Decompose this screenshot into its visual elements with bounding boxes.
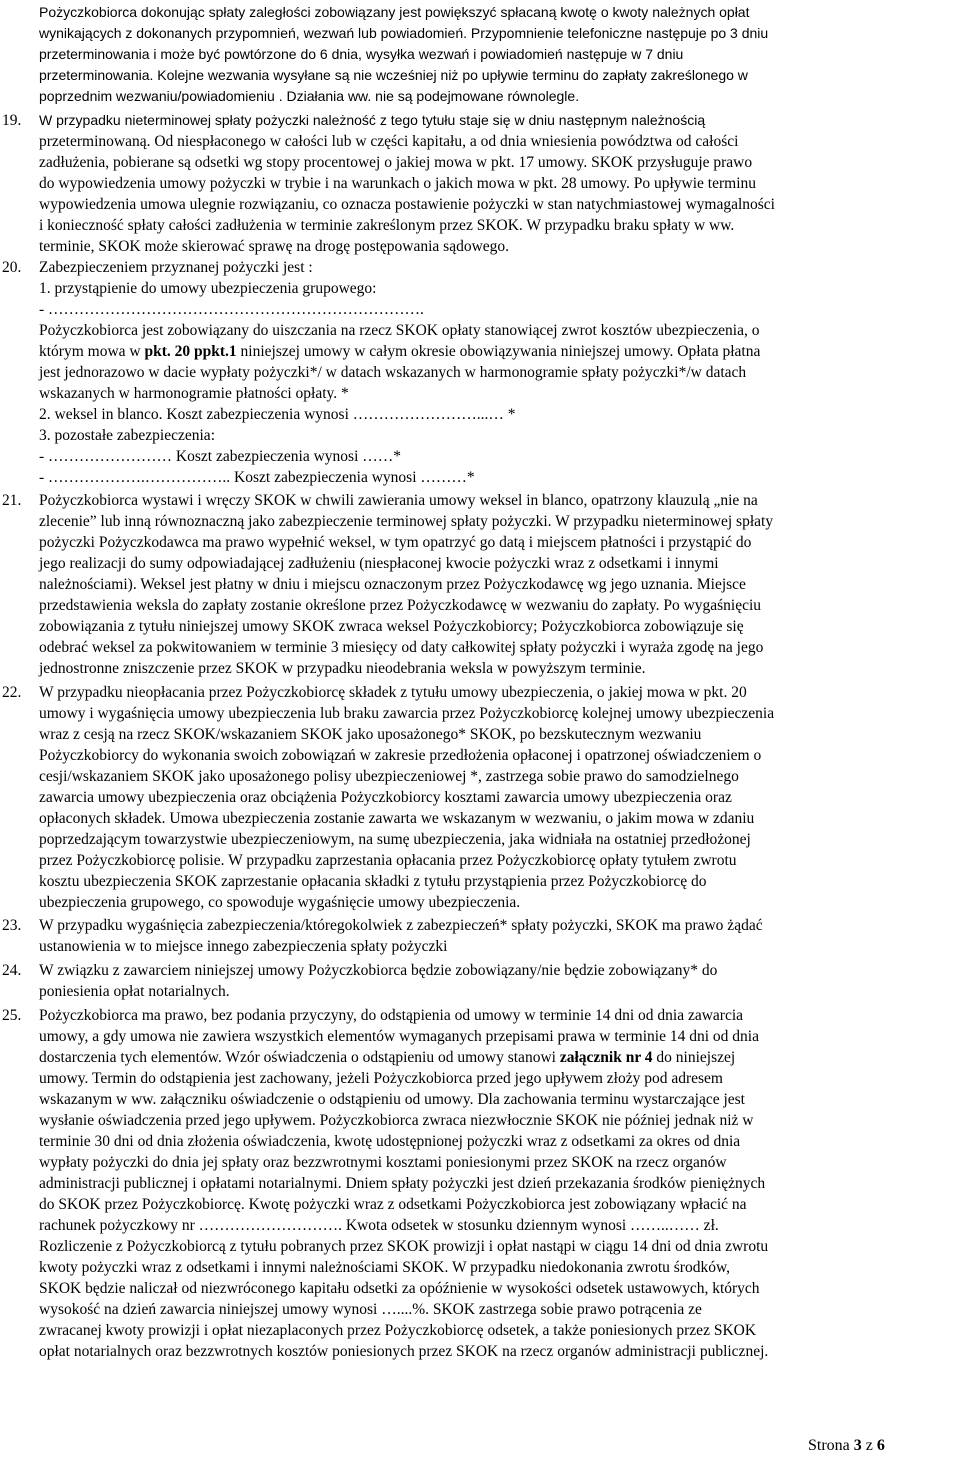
text-line: Zabezpieczeniem przyznanej pożyczki jest :	[39, 259, 313, 276]
text-line: W przypadku wygaśnięcia zabezpieczenia/któregokolwiek z zabezpieczeń* spłaty pożyczki, SKOK ma prawo żądać	[39, 917, 763, 934]
bold-reference: załącznik nr 4	[559, 1049, 653, 1066]
paragraph-number: 24.	[2, 962, 22, 979]
text-line: Pożyczkobiorcy do wykonania swoich zobowiązań w zakresie przedłożenia opłaconej i opatrzonej oświadczeniem o	[39, 747, 762, 764]
text-line: zlecenie” lub inną równoznaczną jako zabezpieczenie terminowej spłaty pożyczki. W przypadku nieterminowej spłaty	[39, 513, 774, 530]
paragraph-number: 25.	[2, 1007, 22, 1024]
text-run: którym mowa w	[39, 343, 145, 360]
text-line: 2. weksel in blanco. Koszt zabezpieczenia wynosi ……………………...… *	[39, 406, 516, 423]
text-line: pożyczki Pożyczkodawca ma prawo wypełnić weksel, w tym opatrzyć go datą i miejscem płatności i przystąpić do	[39, 534, 752, 551]
text-line: przez Pożyczkobiorcę polisie. W przypadku zaprzestania opłacania przez Pożyczkobiorcę opłaty tytułem zwrotu	[39, 852, 737, 869]
text-line: wskazanym w ww. załączniku oświadczenie o odstąpieniu od umowy. Dla zachowania terminu wystarczające jest	[39, 1091, 745, 1108]
text-line: Pożyczkobiorca ma prawo, bez podania przyczyny, do odstąpienia od umowy w terminie 14 dni od dnia zawarcia	[39, 1007, 744, 1024]
text-line: przeterminowaną. Od niespłaconego w całości lub w części kapitału, a od dnia wniesienia powództwa od całości	[39, 133, 739, 150]
text-line: poniesienia opłat notarialnych.	[39, 983, 230, 1000]
text-run: do niniejszej	[652, 1049, 736, 1066]
text-line: jest jednorazowo w dacie wypłaty pożyczki*/ w datach wskazanych w harmonogramie spłaty pożyczki*/w datach	[39, 364, 747, 381]
text-line: Rozliczenie z Pożyczkobiorcą z tytułu pobranych przez SKOK prowizji i opłat nastąpi w ciągu 14 dni od dnia zwrotu	[39, 1238, 769, 1255]
text-line: zadłużenia, pobierane są odsetki wg stopy procentowej o jakiej mowa w pkt. 17 umowy. SKOK przysługuje prawo	[39, 154, 753, 171]
text-line: 3. pozostałe zabezpieczenia:	[39, 427, 215, 444]
text-line: umowy i wygaśnięcia umowy ubezpieczenia lub braku zawarcia przez Pożyczkobiorcę kolejnej umowy ubezpieczenia	[39, 705, 775, 722]
text-line: - ……………………………………………………………….	[39, 301, 424, 318]
text-line: administracji publicznej i opłatami notarialnymi. Dniem spłaty pożyczki jest dzień przekazania środków pieniężnych	[39, 1175, 766, 1192]
paragraph-number: 20.	[2, 259, 22, 276]
text-line	[39, 1047, 735, 1068]
text-line: ustanowienia w to miejsce innego zabezpieczenia spłaty pożyczki	[39, 938, 448, 955]
paragraph-number: 21.	[2, 492, 22, 509]
text-line: odebrać weksel za pokwitowaniem w terminie 3 miesięcy od daty całkowitej spłaty pożyczki i wyraża zgodę na jego	[39, 639, 764, 656]
text-line: rachunek pożyczkowy nr ………………………. Kwota odsetek w stosunku dziennym wynosi ……..…… zł.	[39, 1217, 719, 1234]
text-line: opłaconych składek. Umowa ubezpieczenia zostanie zawarta we wskazanym w wezwaniu, o jakim mowa w zdaniu	[39, 810, 755, 827]
text-line: jego realizacji do sumy odpowiadającej zadłużeniu (niespłaconej kwocie pożyczki wraz z odsetkami i innymi	[39, 555, 719, 572]
text-line: zwracanej kwoty prowizji i opłat niezaplaconych przez Pożyczkobiorcę odsetek, a także poniesionych przez SKOK	[39, 1322, 757, 1339]
text-line: i konieczność spłaty całości zadłużenia w terminie zakreślonym przez SKOK. W przypadku braku spłaty w ww.	[39, 217, 735, 234]
footer-label: Strona	[808, 1437, 854, 1454]
text-line: Pożyczkobiorca wystawi i wręczy SKOK w chwili zawierania umowy weksel in blanco, opatrzony klauzulą „nie na	[39, 492, 758, 509]
text-line: przedstawienia weksla do zapłaty zostanie określone przez Pożyczkodawcę w wezwaniu do zapłaty. Po wygaśnięciu	[39, 597, 762, 614]
text-line: jednostronne zniszczenie przez SKOK w przypadku nieodebrania weksla w powyższym terminie.	[39, 660, 646, 677]
text-line: terminie 30 dni od dnia złożenia oświadczenia, kwotę udostępnionej pożyczki wraz z odsetkami za okres od dnia	[39, 1133, 741, 1150]
text-line: 1. przystąpienie do umowy ubezpieczenia grupowego:	[39, 280, 377, 297]
text-line: przeterminowania. Kolejne wezwania wysyłane są nie wcześniej niż po upływie terminu do zapłaty zakreślonego w	[39, 67, 748, 83]
text-line: - ……………….…………….. Koszt zabezpieczenia wynosi ………*	[39, 469, 475, 486]
text-run: niniejszej umowy w całym okresie obowiązywania niniejszej umowy. Opłata płatna	[236, 343, 761, 360]
text-line: zawarcia umowy ubezpieczenia oraz obciążenia Pożyczkobiorcy kosztami zawarcia umowy ubezpieczenia oraz	[39, 789, 732, 806]
text-line: Pożyczkobiorca dokonując spłaty zaległości zobowiązany jest powiększyć spłacaną kwotę o kwoty należnych opłat	[39, 4, 750, 20]
text-line	[39, 341, 760, 362]
text-line: wypłaty pożyczki do dnia jej spłaty oraz bezzwrotnymi kosztami poniesionymi przez SKOK na rzecz organów	[39, 1154, 727, 1171]
total-pages-number: 6	[876, 1437, 885, 1454]
text-line: opłat notarialnych oraz bezzwrotnych kosztów poniesionych przez SKOK na rzecz organów administracji publicznej.	[39, 1343, 769, 1360]
text-line: do wypowiedzenia umowy pożyczki w trybie i na warunkach o jakich mowa w pkt. 28 umowy. Po upływie terminu	[39, 175, 757, 192]
text-line: W związku z zawarciem niniejszej umowy Pożyczkobiorca będzie zobowiązany/nie będzie zobowiązany* do	[39, 962, 718, 979]
text-line: Pożyczkobiorca jest zobowiązany do uiszczania na rzecz SKOK opłaty stanowiącej zwrot kosztów ubezpieczenia, o	[39, 322, 760, 339]
text-line: zobowiązania z tytułu niniejszej umowy SKOK zwraca weksel Pożyczkobiorcy; Pożyczkobiorca zobowiązuje się	[39, 618, 744, 635]
text-line: wypowiedzenia umowa ulegnie rozwiązaniu, co oznacza postawienie pożyczki w stan natychmiastowej wymagalności	[39, 196, 775, 213]
text-line: ubezpieczenia grupowego, co spowoduje wygaśnięcie umowy ubezpieczenia.	[39, 894, 521, 911]
text-line: - …………………… Koszt zabezpieczenia wynosi ……*	[39, 448, 402, 465]
page-number-footer	[808, 1437, 885, 1455]
bold-reference: pkt. 20 ppkt.1	[144, 343, 237, 360]
text-line: wynikających z dokonanych przypomnień, wezwań lub powiadomień. Przypomnienie telefoniczne następuje po 3 dniu	[39, 25, 769, 41]
text-line: wysokość na dzień zawarcia niniejszej umowy wynosi …....%. SKOK zastrzega sobie prawo potrącenia ze	[39, 1301, 702, 1318]
text-line: umowy, a gdy umowa nie zawiera wszystkich elementów wymaganych przepisami prawa w terminie 14 dni od dnia	[39, 1028, 759, 1045]
text-line: W przypadku nieopłacania przez Pożyczkobiorcę składek z tytułu umowy ubezpieczenia, o jakiej mowa w pkt. 20	[39, 684, 747, 701]
text-line: cesji/wskazaniem SKOK jako uposażonego polisy ubezpieczeniowej *, zastrzega sobie prawo do samodzielnego	[39, 768, 739, 785]
current-page-number: 3	[853, 1437, 862, 1454]
text-line: przeterminowania i może być powtórzone do 6 dnia, wysyłka wezwań i powiadomień następuje w 7 dniu	[39, 46, 684, 62]
text-line: kosztu ubezpieczenia SKOK zaprzestanie opłacania składki z tytułu przystąpienia przez Pożyczkobiorcę do	[39, 873, 707, 890]
text-line: terminie, SKOK może skierować sprawę na drogę postępowania sądowego.	[39, 238, 510, 255]
text-line: poprzednim wezwaniu/powiadomieniu . Działania ww. nie są podejmowane równolegle.	[39, 88, 580, 104]
text-line: poprzedzającym towarzystwie ubezpieczeniowym, na sumę ubezpieczenia, jaka widniała na ostatniej przedłożonej	[39, 831, 751, 848]
text-line: wraz z cesją na rzecz SKOK/wskazaniem SKOK jako uposażonego* SKOK, po bezskutecznym wezwaniu	[39, 726, 702, 743]
text-line: SKOK będzie naliczał od niezwróconego kapitału odsetki za opóźnienie w wysokości odsetek ustawowych, których	[39, 1280, 760, 1297]
paragraph-number: 22.	[2, 684, 22, 701]
text-line: umowy. Termin do odstąpienia jest zachowany, jeżeli Pożyczkobiorca przed jego upływem złoży pod adresem	[39, 1070, 723, 1087]
text-line: kwoty pożyczki wraz z odsetkami i innymi należnościami SKOK. W przypadku niedokonania zwrotu środków,	[39, 1259, 731, 1276]
paragraph-number: 19.	[2, 112, 22, 129]
text-line: wysłanie oświadczenia przed jego upływem. Pożyczkobiorca zwraca niezwłocznie SKOK nie później jednak niż w	[39, 1112, 754, 1129]
paragraph-number: 23.	[2, 917, 22, 934]
text-line: należnościami). Weksel jest płatny w dniu i miejscu oznaczonym przez Pożyczkodawcę wg jego uznania. Miejsce	[39, 576, 746, 593]
footer-separator: z	[861, 1437, 877, 1454]
text-line: W przypadku nieterminowej spłaty pożyczki należność z tego tytułu staje się w dniu następnym należnością	[39, 112, 706, 128]
text-line: do SKOK przez Pożyczkobiorcę. Kwotę pożyczki wraz z odsetkami Pożyczkobiorca jest zobowiązany wpłacić na	[39, 1196, 747, 1213]
text-line: wskazanych w harmonogramie płatności opłaty. *	[39, 385, 349, 402]
text-run: dostarczenia tych elementów. Wzór oświadczenia o odstąpieniu od umowy stanowi	[39, 1049, 560, 1066]
